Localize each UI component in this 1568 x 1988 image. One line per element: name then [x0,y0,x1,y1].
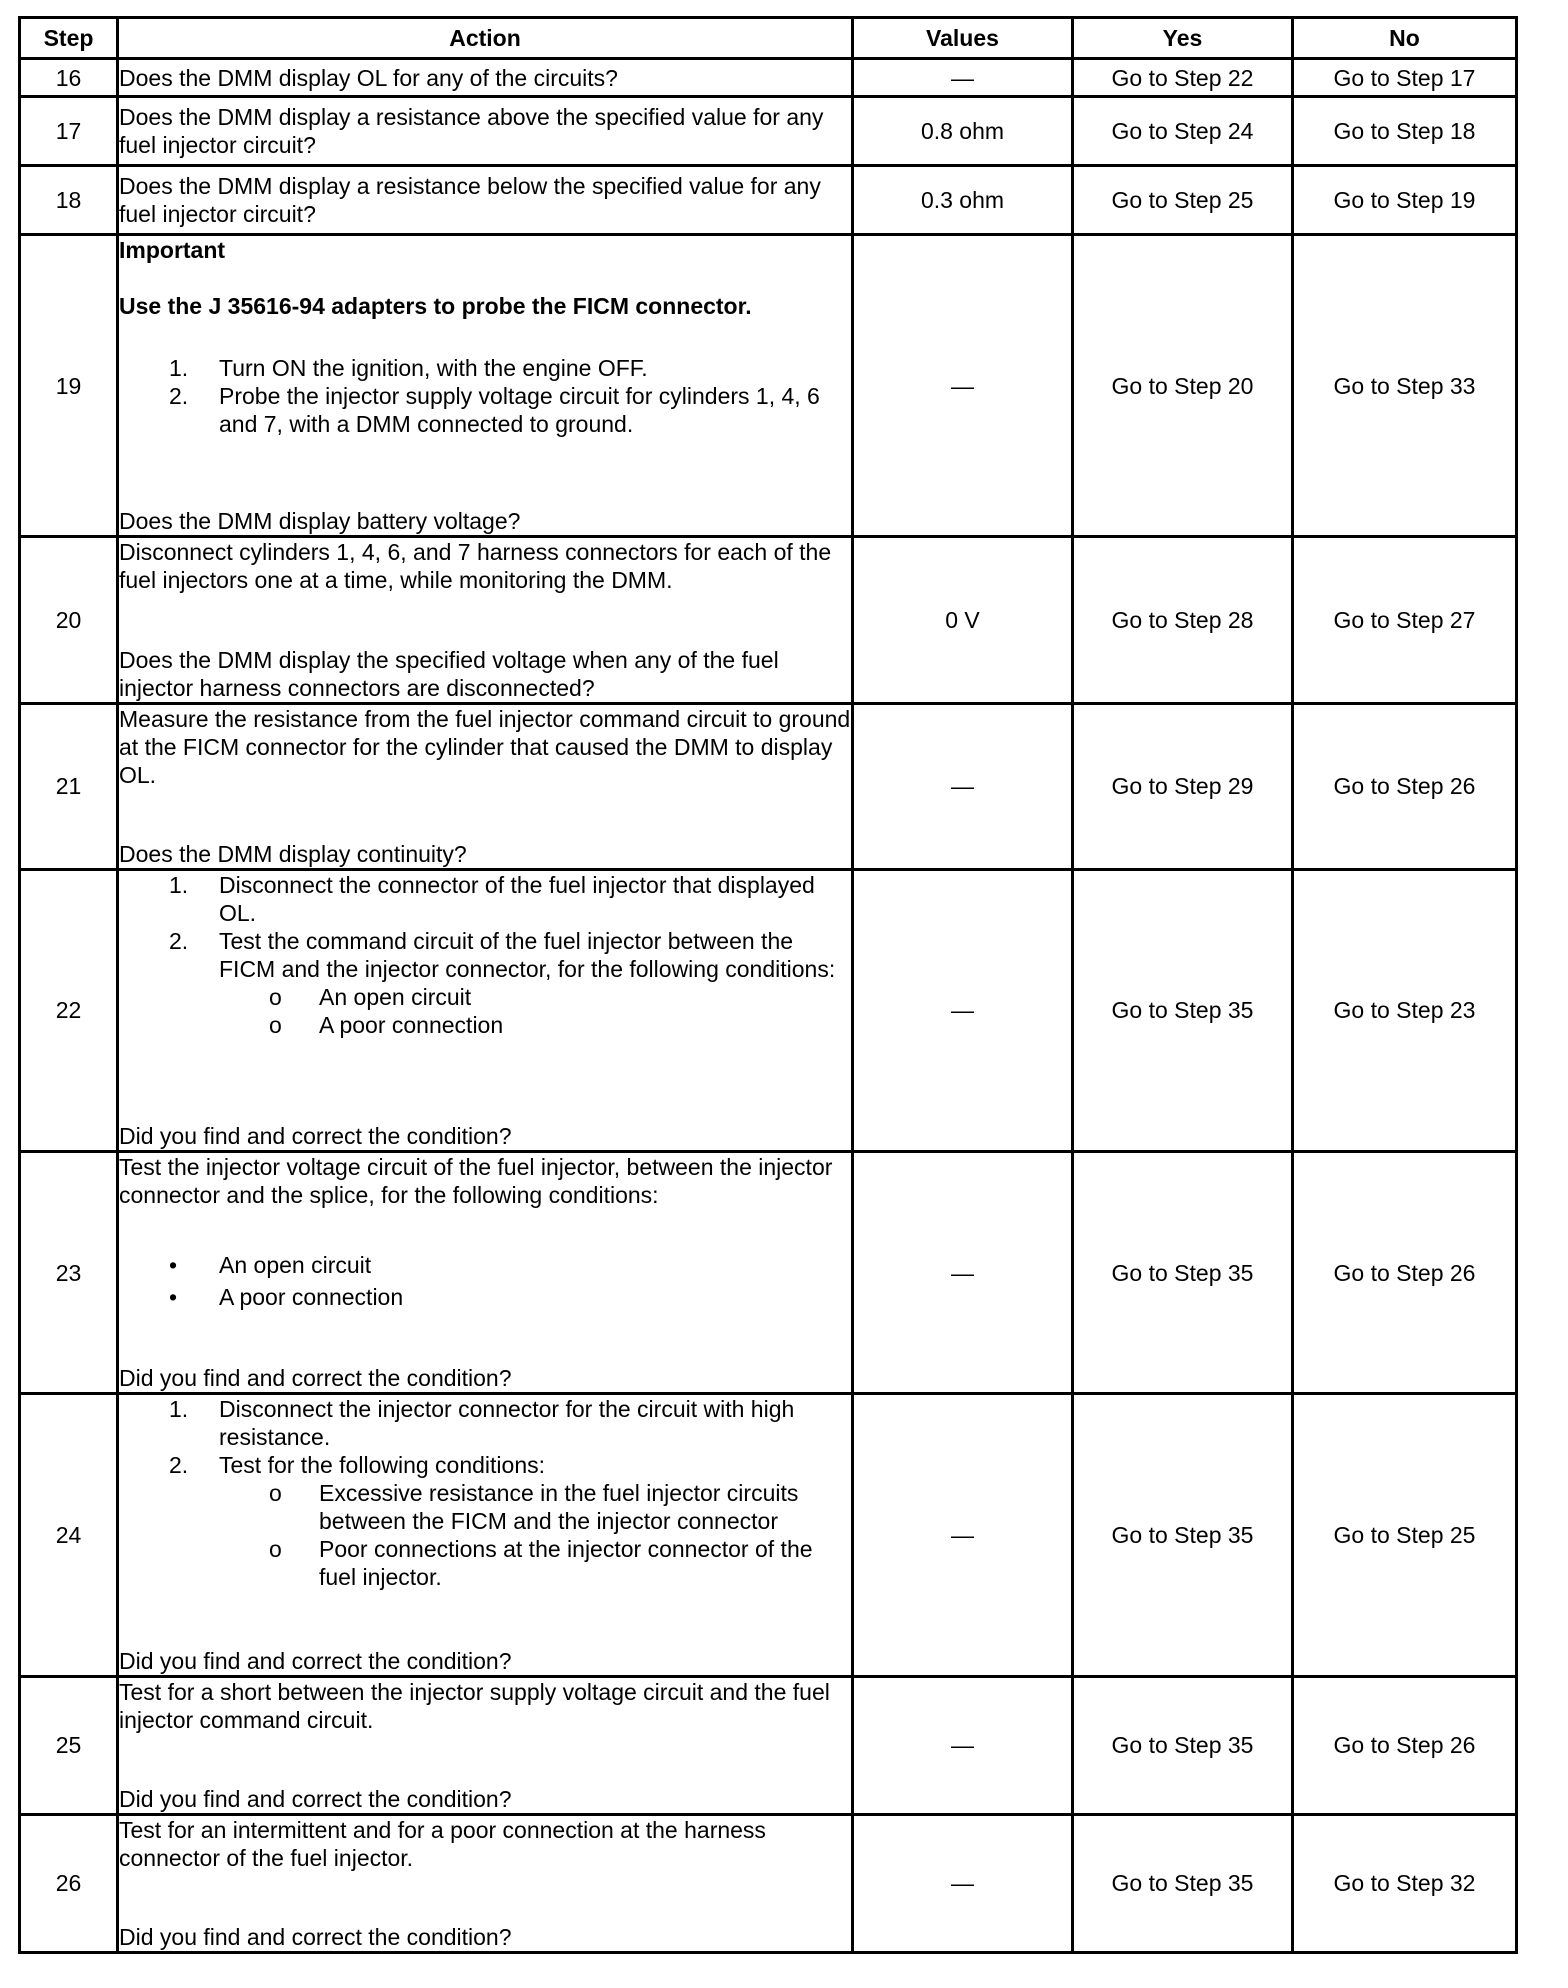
step-number: 22 [20,869,118,1151]
no-link[interactable]: Go to Step 18 [1293,97,1517,166]
action-cell [118,1676,853,1814]
no-link[interactable]: Go to Step 27 [1293,537,1517,703]
yes-link[interactable]: Go to Step 35 [1073,1676,1293,1814]
action-text: Measure the resistance from the fuel injector command circuit to ground at the FICM connector for the cylinder that caused the DMM to display OL. [119,705,851,788]
step-number: 25 [20,1676,118,1814]
yes-link[interactable]: Go to Step 35 [1073,869,1293,1151]
no-link[interactable]: Go to Step 32 [1293,1814,1517,1952]
action-cell [118,1394,853,1676]
sub-list [119,1479,851,1591]
yes-link[interactable]: Go to Step 20 [1073,235,1293,537]
action-text: Does the DMM display OL for any of the circuits? [118,59,853,97]
no-link[interactable]: Go to Step 26 [1293,1676,1517,1814]
table-row-step-24 [20,1394,1517,1676]
list-item: 2. Probe the injector supply voltage circuit for cylinders 1, 4, 6 and 7, with a DMM connected to ground. [169,383,820,438]
question-text: Does the DMM display continuity? [119,840,467,867]
value-cell: 0.3 ohm [853,166,1073,235]
bullet-list [119,1249,851,1313]
list-item: 2. Test the command circuit of the fuel injector between the FICM and the injector connector, for the following conditions: o An open circuit o A poor connection [119,927,851,1039]
no-link[interactable]: Go to Step 17 [1293,59,1517,97]
action-cell [118,537,853,703]
yes-link[interactable]: Go to Step 28 [1073,537,1293,703]
important-note: Use the J 35616-94 adapters to probe the FICM connector. [119,293,752,320]
sub-list-item: o A poor connection [269,1011,504,1038]
no-link[interactable]: Go to Step 26 [1293,703,1517,869]
value-cell: — [853,1676,1073,1814]
value-cell: — [853,869,1073,1151]
table-row-step-20 [20,537,1517,703]
bullet-item: • A poor connection [169,1284,404,1311]
action-text: Disconnect cylinders 1, 4, 6, and 7 harness connectors for each of the fuel injectors one at a time, while monitoring the DMM. [119,539,832,594]
table-row-step-17 [20,97,1517,166]
header-no: No [1293,18,1517,59]
value-cell: — [853,235,1073,537]
sub-list-item: o Excessive resistance in the fuel injector circuits between the FICM and the injector connector [269,1480,799,1535]
question-text: Did you find and correct the condition? [119,1924,512,1950]
action-cell [118,869,853,1151]
header-action: Action [118,18,853,59]
action-cell [118,235,853,537]
value-cell: 0 V [853,537,1073,703]
table-row-step-18 [20,166,1517,235]
table-row-step-23 [20,1152,1517,1394]
action-text: Does the DMM display a resistance below the specified value for any fuel injector circuit? [118,166,853,235]
action-cell [118,1814,853,1952]
action-text: Test for an intermittent and for a poor connection at the harness connector of the fuel injector. [119,1816,766,1871]
yes-link[interactable]: Go to Step 24 [1073,97,1293,166]
list-item: 1. Disconnect the injector connector for the circuit with high resistance. [169,1396,795,1451]
value-cell: — [853,1814,1073,1952]
table-row-step-19 [20,235,1517,537]
header-yes: Yes [1073,18,1293,59]
sub-list-item: o Poor connections at the injector connector of the fuel injector. [269,1536,813,1591]
table-row-step-21 [20,703,1517,869]
question-text: Does the DMM display battery voltage? [119,508,521,535]
sub-list [119,983,851,1039]
list-item: 2. Test for the following conditions: o Excessive resistance in the fuel injector circuits between the FICM and the injector connector o Poor connections at the injector connector of the fuel injector. [119,1451,851,1591]
list-item: 1. Turn ON the ignition, with the engine OFF. [169,355,648,382]
question-text: Did you find and correct the condition? [119,1123,512,1150]
action-text: Test for a short between the injector supply voltage circuit and the fuel injector command circuit. [119,1678,830,1733]
bullet-item: • An open circuit [169,1252,372,1279]
numbered-list [119,1395,851,1591]
step-number: 21 [20,703,118,869]
no-link[interactable]: Go to Step 33 [1293,235,1517,537]
question-text: Did you find and correct the condition? [119,1647,512,1674]
numbered-list [119,354,851,438]
step-number: 17 [20,97,118,166]
action-text: Test the injector voltage circuit of the fuel injector, between the injector connector and the splice, for the following conditions: [119,1154,833,1209]
step-number: 16 [20,59,118,97]
yes-link[interactable]: Go to Step 35 [1073,1152,1293,1394]
yes-link[interactable]: Go to Step 35 [1073,1814,1293,1952]
step-number: 18 [20,166,118,235]
step-number: 26 [20,1814,118,1952]
action-text: Does the DMM display a resistance above the specified value for any fuel injector circuit? [118,97,853,166]
value-cell: — [853,1152,1073,1394]
important-label: Important [119,237,226,264]
question-text: Did you find and correct the condition? [119,1365,512,1392]
yes-link[interactable]: Go to Step 22 [1073,59,1293,97]
no-link[interactable]: Go to Step 26 [1293,1152,1517,1394]
value-cell: — [853,703,1073,869]
diagnostic-table [18,16,1518,1954]
table-row-step-16 [20,59,1517,97]
value-cell: — [853,1394,1073,1676]
numbered-list [119,871,851,1039]
value-cell: — [853,59,1073,97]
step-number: 24 [20,1394,118,1676]
step-number: 23 [20,1152,118,1394]
header-values: Values [853,18,1073,59]
header-step: Step [20,18,118,59]
yes-link[interactable]: Go to Step 35 [1073,1394,1293,1676]
value-cell: 0.8 ohm [853,97,1073,166]
step-number: 20 [20,537,118,703]
no-link[interactable]: Go to Step 23 [1293,869,1517,1151]
header-row [20,18,1517,59]
table-row-step-25 [20,1676,1517,1814]
question-text: Does the DMM display the specified voltage when any of the fuel injector harness connectors are disconnected? [119,646,779,701]
question-text: Did you find and correct the condition? [119,1785,512,1812]
yes-link[interactable]: Go to Step 25 [1073,166,1293,235]
list-item: 1. Disconnect the connector of the fuel injector that displayed OL. [169,871,815,926]
step-number: 19 [20,235,118,537]
table-row-step-22 [20,869,1517,1151]
sub-list-item: o An open circuit [269,983,472,1010]
no-link[interactable]: Go to Step 19 [1293,166,1517,235]
no-link[interactable]: Go to Step 25 [1293,1394,1517,1676]
yes-link[interactable]: Go to Step 29 [1073,703,1293,869]
action-cell [118,1152,853,1394]
action-cell [118,703,853,869]
table-row-step-26 [20,1814,1517,1952]
